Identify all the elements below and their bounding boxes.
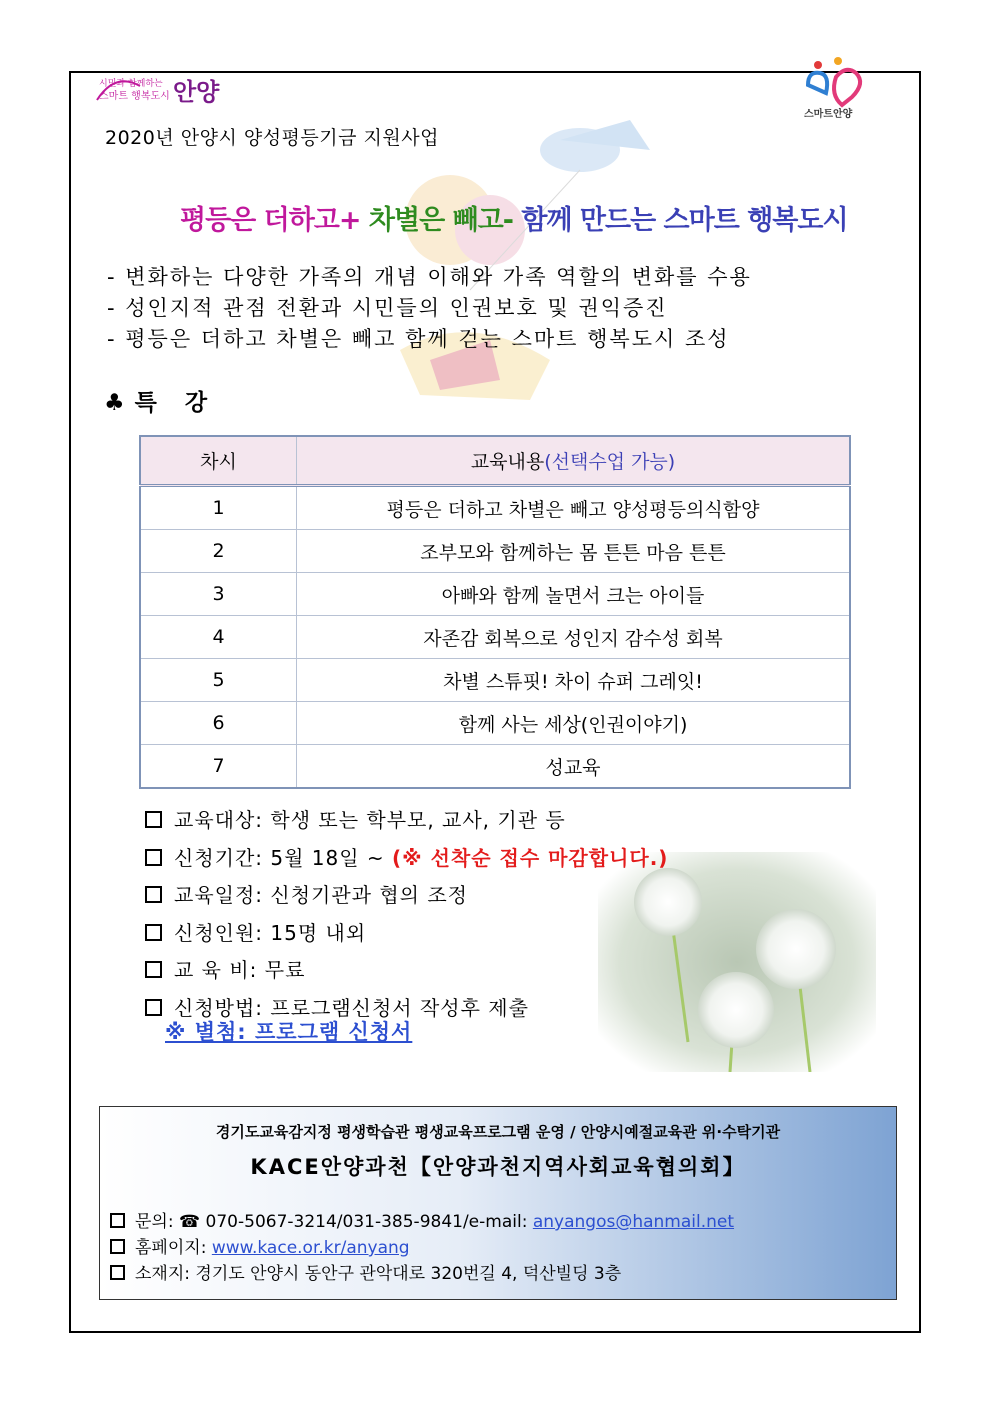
session-content: 아빠와 함께 놀면서 크는 아이들 (297, 573, 851, 616)
program-title: 2020년 안양시 양성평등기금 지원사업 (105, 127, 439, 149)
anyang-city-logo (95, 72, 235, 106)
session-content: 조부모와 함께하는 몸 튼튼 마음 튼튼 (297, 530, 851, 573)
session-number: 2 (140, 530, 297, 573)
info-target: 교육대상: 학생 또는 학부모, 교사, 기관 등 (174, 808, 566, 832)
info-list (145, 802, 668, 1027)
session-content: 평등은 더하고 차별은 빼고 양성평등의식함양 (297, 486, 851, 530)
session-content: 차별 스튜핏! 차이 슈퍼 그레잇! (297, 659, 851, 702)
table-row (140, 745, 850, 789)
checkbox-icon (145, 811, 162, 828)
section-title-text: 특 강 (134, 390, 218, 416)
svg-text:스마트 행복도시: 스마트 행복도시 (99, 91, 170, 102)
svg-text:안양: 안양 (173, 78, 220, 106)
table-row (140, 659, 850, 702)
header-content-note: (선택수업 가능) (544, 451, 676, 473)
header-content (297, 436, 851, 486)
info-item (145, 915, 668, 953)
homepage-link[interactable]: www.kace.or.kr/anyang (211, 1238, 410, 1258)
svg-text:스마트안양: 스마트안양 (804, 109, 853, 120)
kite-illustration (330, 110, 750, 410)
footer-homepage (110, 1235, 734, 1261)
header-session: 차시 (140, 436, 297, 486)
info-item (145, 877, 668, 915)
checkbox-icon (145, 999, 162, 1016)
smart-anyang-logo (800, 55, 875, 120)
checkbox-icon (145, 886, 162, 903)
session-number: 4 (140, 616, 297, 659)
email-link[interactable]: anyangos@hanmail.net (532, 1212, 735, 1232)
checkbox-icon (145, 961, 162, 978)
checkbox-icon (110, 1265, 125, 1280)
session-number: 5 (140, 659, 297, 702)
info-item (145, 802, 668, 840)
session-number: 3 (140, 573, 297, 616)
attachment-link[interactable]: ※ 별첨: 프로그램 신청서 (165, 1020, 413, 1044)
slogan (180, 198, 848, 237)
organization-footer (99, 1106, 897, 1300)
footer-contact (110, 1209, 734, 1235)
goal-list (107, 262, 752, 355)
header-content-label: 교육내용 (470, 451, 545, 473)
info-period: 신청기간: 5월 18일 ~ (174, 845, 393, 870)
info-capacity: 신청인원: 15명 내외 (174, 920, 367, 945)
info-method: 신청방법: 프로그램신청서 작성후 제출 (174, 995, 529, 1020)
info-fee: 교 육 비: 무료 (174, 958, 306, 982)
svg-text:시민과 함께하는: 시민과 함께하는 (99, 79, 163, 89)
slogan-part3: 함께 만드는 스마트 행복도시 (521, 205, 848, 236)
homepage-label: 홈페이지: (135, 1238, 212, 1258)
table-header-row (140, 436, 850, 486)
checkbox-icon (145, 924, 162, 941)
footer-address (110, 1261, 734, 1287)
info-item (145, 952, 668, 990)
checkbox-icon (110, 1239, 125, 1254)
session-content: 함께 사는 세상(인권이야기) (297, 702, 851, 745)
session-number: 7 (140, 745, 297, 789)
table-row (140, 573, 850, 616)
table-row (140, 702, 850, 745)
club-icon: ♣ (104, 390, 135, 416)
session-number: 6 (140, 702, 297, 745)
table-row (140, 486, 850, 530)
footer-designation: 경기도교육감지정 평생학습관 평생교육프로그램 운영 / 안양시예절교육관 위·수탁기관 (215, 1123, 781, 1141)
contact-label: 문의: ☎ 070-5067-3214/031-385-9841/e-mail: (135, 1212, 533, 1232)
info-period-note: (※ 선착순 접수 마감합니다.) (392, 845, 669, 870)
slogan-part2: 차별은 빼고- (368, 205, 522, 236)
checkbox-icon (145, 849, 162, 866)
footer-organization: KACE안양과천【안양과천지역사회교육협의회】 (250, 1155, 746, 1179)
session-content: 자존감 회복으로 성인지 감수성 회복 (297, 616, 851, 659)
table-row (140, 530, 850, 573)
session-number: 1 (140, 486, 297, 530)
info-schedule: 교육일정: 신청기관과 협의 조정 (174, 883, 468, 907)
goal-item: - 변화하는 다양한 가족의 개념 이해와 가족 역할의 변화를 수용 (107, 265, 752, 289)
address-text: 소재지: 경기도 안양시 동안구 관악대로 320번길 4, 덕산빌딩 3층 (135, 1264, 622, 1284)
checkbox-icon (110, 1213, 125, 1228)
section-title (104, 384, 217, 417)
goal-item: - 성인지적 관점 전환과 시민들의 인권보호 및 권익증진 (107, 296, 668, 320)
goal-item: - 평등은 더하고 차별은 빼고 함께 걷는 스마트 행복도시 조성 (107, 327, 730, 351)
table-row (140, 616, 850, 659)
footer-contact-list (110, 1209, 734, 1287)
session-content: 성교육 (297, 745, 851, 789)
lecture-table (139, 435, 851, 789)
slogan-part1: 평등은 더하고+ (180, 205, 369, 236)
info-item (145, 840, 668, 878)
